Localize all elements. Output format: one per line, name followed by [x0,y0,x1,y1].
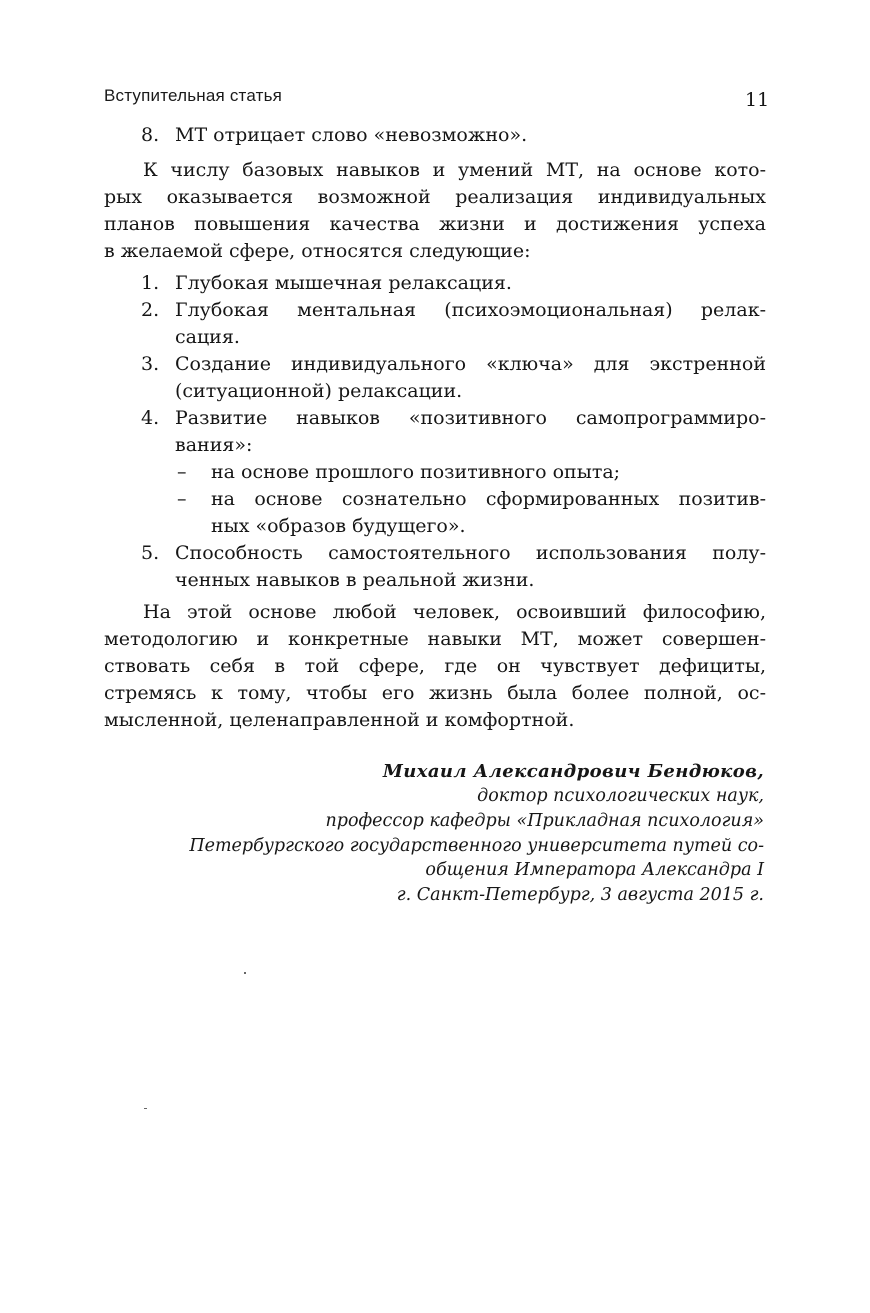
subitem-text: на основе прошлого позитивного опыта; [211,461,621,483]
author-name: Михаил Александрович Бендюков, [382,761,764,782]
paragraph-line: мысленной, целенаправленной и комфортной. [104,709,575,731]
scan-speck [144,1108,147,1109]
author-degree: доктор психологических наук, [477,786,764,806]
subitem-dash: – [177,488,187,510]
list-item-text: вания»: [175,434,253,456]
list-item-text: Глубокая ментальная (психоэмоциональная) релак- [175,299,766,321]
paragraph-line: ствовать себя в той сфере, где он чувствует дефициты, [104,655,766,677]
list-item-number: 1. [141,272,160,294]
subitem-text: ных «образов будущего». [211,515,466,537]
list-item-number: 8. [141,124,160,146]
paragraph-line: рых оказывается возможной реализация индивидуальных [104,186,766,208]
author-university: общения Императора Александра I [425,860,764,880]
list-item-number: 3. [141,353,160,375]
list-item-text: Развитие навыков «позитивного самопрограммиро- [175,407,766,429]
list-item-text: ченных навыков в реальной жизни. [175,569,535,591]
list-item-text: МТ отрицает слово «невозможно». [175,124,528,146]
list-item-text: сация. [175,326,240,348]
subitem-dash: – [177,461,187,483]
list-item-number: 4. [141,407,160,429]
author-position: профессор кафедры «Прикладная психология» [325,811,764,831]
subitem-text: на основе сознательно сформированных позитив- [211,488,766,510]
paragraph-line: На этой основе любой человек, освоивший философию, [143,601,766,623]
list-item-number: 5. [141,542,160,564]
paragraph-line: планов повышения качества жизни и достижения успеха [104,213,766,235]
list-item-text: Способность самостоятельного использования полу- [175,542,766,564]
running-head: Вступительная статья [104,86,283,105]
list-item-text: Глубокая мышечная релаксация. [175,272,512,294]
paragraph-line: К числу базовых навыков и умений МТ, на основе кото- [143,159,766,181]
paragraph-line: методологию и конкретные навыки МТ, может совершен- [104,628,766,650]
author-place-date: г. Санкт-Петербург, 3 августа 2015 г. [396,885,764,905]
scan-speck [244,972,246,974]
paragraph-line: стремясь к тому, чтобы его жизнь была более полной, ос- [104,682,766,704]
author-university: Петербургского государственного университета путей со- [189,836,764,856]
paragraph-line: в желаемой сфере, относятся следующие: [104,240,531,262]
page-number: 11 [745,89,770,111]
list-item-text: Создание индивидуального «ключа» для экстренной [175,353,766,375]
list-item-text: (ситуационной) релаксации. [175,380,463,402]
list-item-number: 2. [141,299,160,321]
